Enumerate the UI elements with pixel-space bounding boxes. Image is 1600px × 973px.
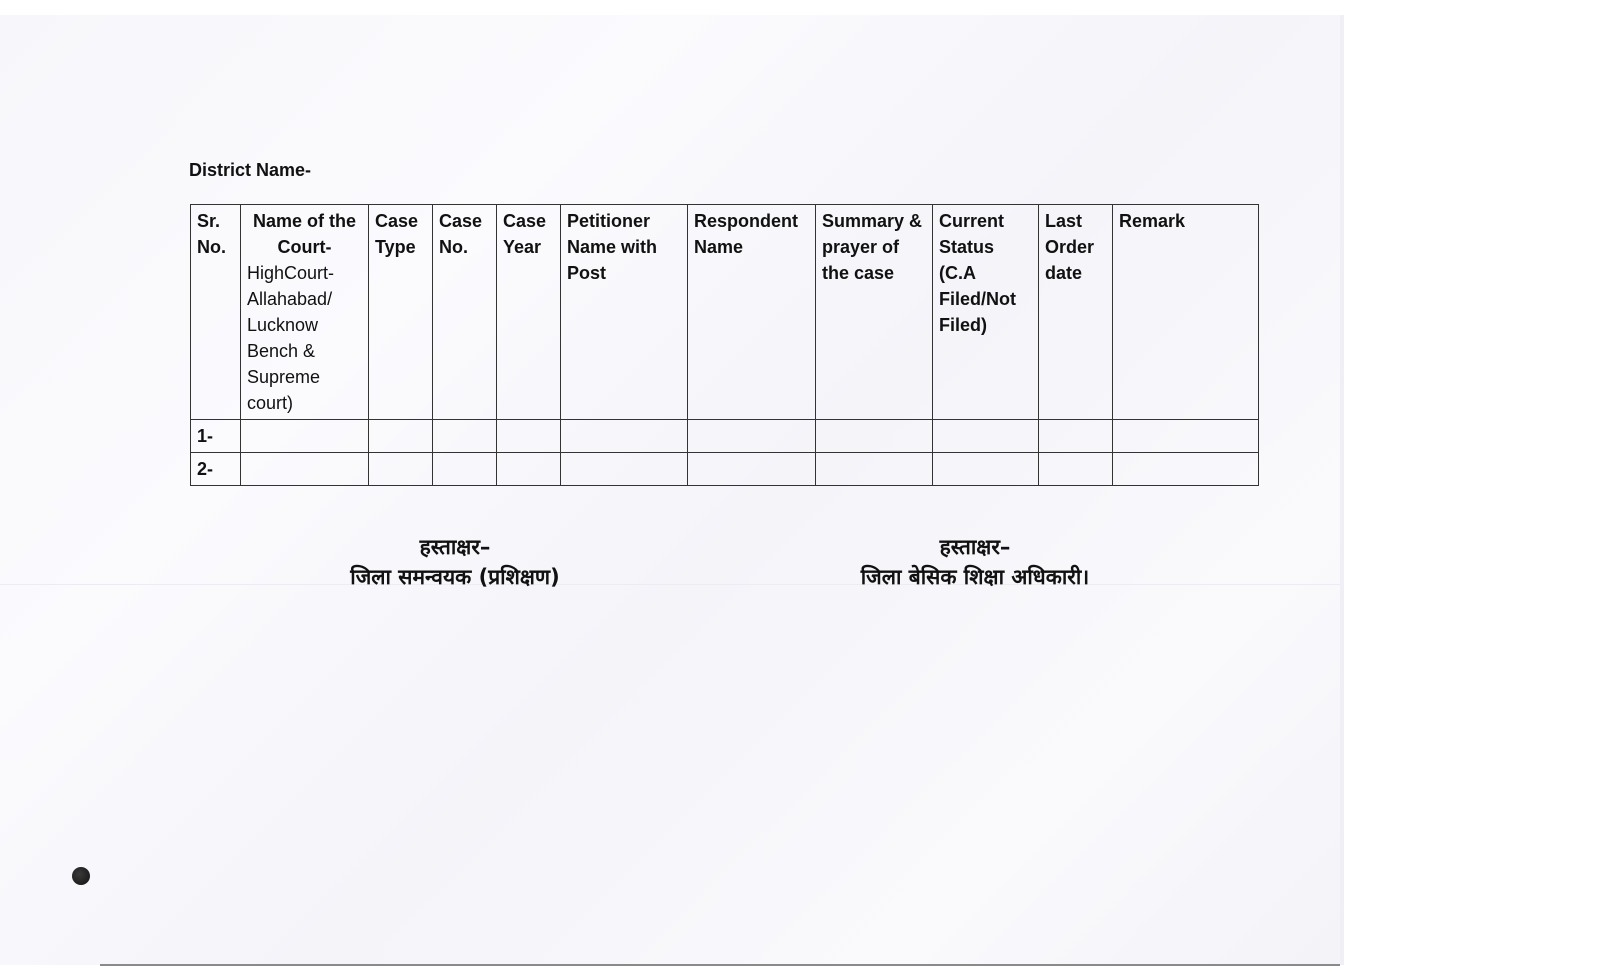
- table-cell: [241, 420, 369, 453]
- header-last-order-date: Last Order date: [1039, 205, 1113, 420]
- table-header-row: [191, 205, 1259, 420]
- table-cell: [933, 453, 1039, 486]
- table-cell: [369, 420, 433, 453]
- header-case-year: Case Year: [497, 205, 561, 420]
- header-summary: Summary & prayer of the case: [816, 205, 933, 420]
- table-cell: [497, 420, 561, 453]
- fold-line: [0, 584, 1340, 585]
- table-cell: [816, 420, 933, 453]
- signature-label: हस्ताक्षर–: [939, 535, 1011, 559]
- table-cell: [561, 420, 688, 453]
- table-cell: [933, 420, 1039, 453]
- header-case-no: Case No.: [433, 205, 497, 420]
- signature-designation: जिला बेसिक शिक्षा अधिकारी।: [860, 565, 1090, 589]
- table-cell: [497, 453, 561, 486]
- table-cell: [1113, 420, 1259, 453]
- table-cell: [1113, 453, 1259, 486]
- header-current-status: Current Status (C.A Filed/Not Filed): [933, 205, 1039, 420]
- signature-block-district-education-officer: [830, 532, 1120, 592]
- table-cell: [688, 453, 816, 486]
- header-sr-no: Sr. No.: [191, 205, 241, 420]
- table-cell: [433, 453, 497, 486]
- header-respondent: Respondent Name: [688, 205, 816, 420]
- table-cell: [688, 420, 816, 453]
- sheet-bottom-edge: [100, 964, 1340, 966]
- scanned-sheet: [0, 15, 1340, 965]
- table-cell: [1039, 453, 1113, 486]
- row-sr-cell: 1-: [191, 420, 241, 453]
- table-cell: [561, 453, 688, 486]
- table-cell: [1039, 420, 1113, 453]
- header-court-name-main: Name of the Court-: [252, 211, 357, 257]
- header-case-type: Case Type: [369, 205, 433, 420]
- header-remark: Remark: [1113, 205, 1259, 420]
- table-cell: [369, 453, 433, 486]
- district-name-label: District Name-: [189, 160, 312, 180]
- header-court-name-sub: HighCourt-Allahabad/ Lucknow Bench & Supreme court): [247, 263, 335, 413]
- table-row: [191, 420, 1259, 453]
- row-sr-cell: 2-: [191, 453, 241, 486]
- case-details-table: [190, 204, 1259, 486]
- header-court-name: [241, 205, 369, 420]
- signature-block-district-coordinator: [320, 532, 590, 592]
- punch-hole-mark: [72, 867, 90, 885]
- table-cell: [433, 420, 497, 453]
- table-row: [191, 453, 1259, 486]
- signature-designation: जिला समन्वयक (प्रशिक्षण): [350, 565, 560, 589]
- table-cell: [241, 453, 369, 486]
- signature-label: हस्ताक्षर–: [419, 535, 491, 559]
- header-petitioner: Petitioner Name with Post: [561, 205, 688, 420]
- sheet-right-edge: [1340, 15, 1344, 965]
- table-cell: [816, 453, 933, 486]
